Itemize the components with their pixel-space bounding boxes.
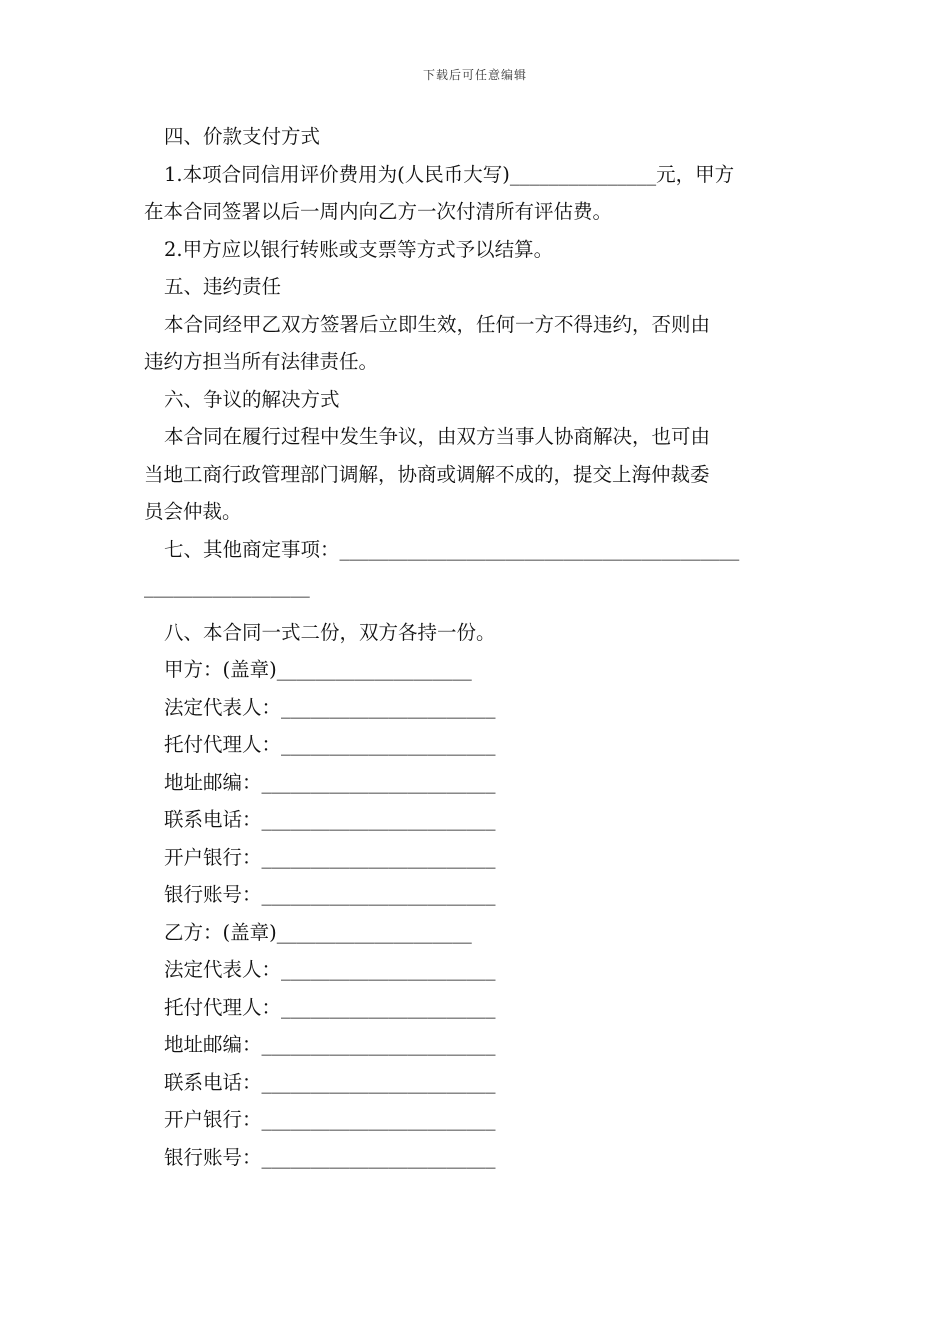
payment-heading: 四、价款支付方式 xyxy=(164,125,321,148)
party-a-agent: 托付代理人：______________________ xyxy=(164,733,496,756)
party-b-phone: 联系电话：________________________ xyxy=(164,1070,496,1094)
party-a-phone: 联系电话：________________________ xyxy=(164,808,496,831)
party-a-legal-rep: 法定代表人：______________________ xyxy=(164,695,496,719)
dispute-line-1: 本合同在履行过程中发生争议，由双方当事人协商解决，也可由 xyxy=(164,425,711,448)
party-a-seal: 甲方：(盖章)____________________ xyxy=(164,658,472,681)
payment-item-1-line-1: 1.本项合同信用评价费用为(人民币大写)_______________元，甲方 xyxy=(164,162,735,186)
party-b-agent: 托付代理人：______________________ xyxy=(164,995,496,1019)
dispute-line-2: 当地工商行政管理部门调解，协商或调解不成的，提交上海仲裁委 xyxy=(144,462,710,486)
party-b-seal: 乙方：(盖章)____________________ xyxy=(164,920,472,944)
party-b-address: 地址邮编：________________________ xyxy=(164,1033,496,1056)
payment-item-1-line-2: 在本合同签署以后一周内向乙方一次付清所有评估费。 xyxy=(144,200,613,223)
other-matters-line-2: _________________ xyxy=(144,575,310,598)
contract-body xyxy=(144,118,806,1176)
dispute-heading: 六、争议的解决方式 xyxy=(164,387,340,411)
party-a-bank: 开户银行：________________________ xyxy=(164,845,496,869)
liability-heading: 五、违约责任 xyxy=(164,275,282,298)
liability-line-2: 违约方担当所有法律责任。 xyxy=(144,350,379,373)
payment-item-2: 2.甲方应以银行转账或支票等方式予以结算。 xyxy=(164,237,554,261)
party-a-account: 银行账号：________________________ xyxy=(164,883,496,906)
header-note: 下载后可任意编辑 xyxy=(422,68,527,82)
party-b-legal-rep: 法定代表人：______________________ xyxy=(164,958,496,981)
party-b-bank: 开户银行：________________________ xyxy=(164,1108,496,1131)
party-b-account: 银行账号：________________________ xyxy=(164,1145,496,1169)
party-a-address: 地址邮编：________________________ xyxy=(164,770,496,794)
other-matters-line-1: 七、其他商定事项：_________________________________________ xyxy=(164,537,740,561)
liability-line-1: 本合同经甲乙双方签署后立即生效，任何一方不得违约，否则由 xyxy=(164,312,711,336)
copies-clause: 八、本合同一式二份，双方各持一份。 xyxy=(164,620,496,644)
dispute-line-3: 员会仲裁。 xyxy=(144,500,242,523)
